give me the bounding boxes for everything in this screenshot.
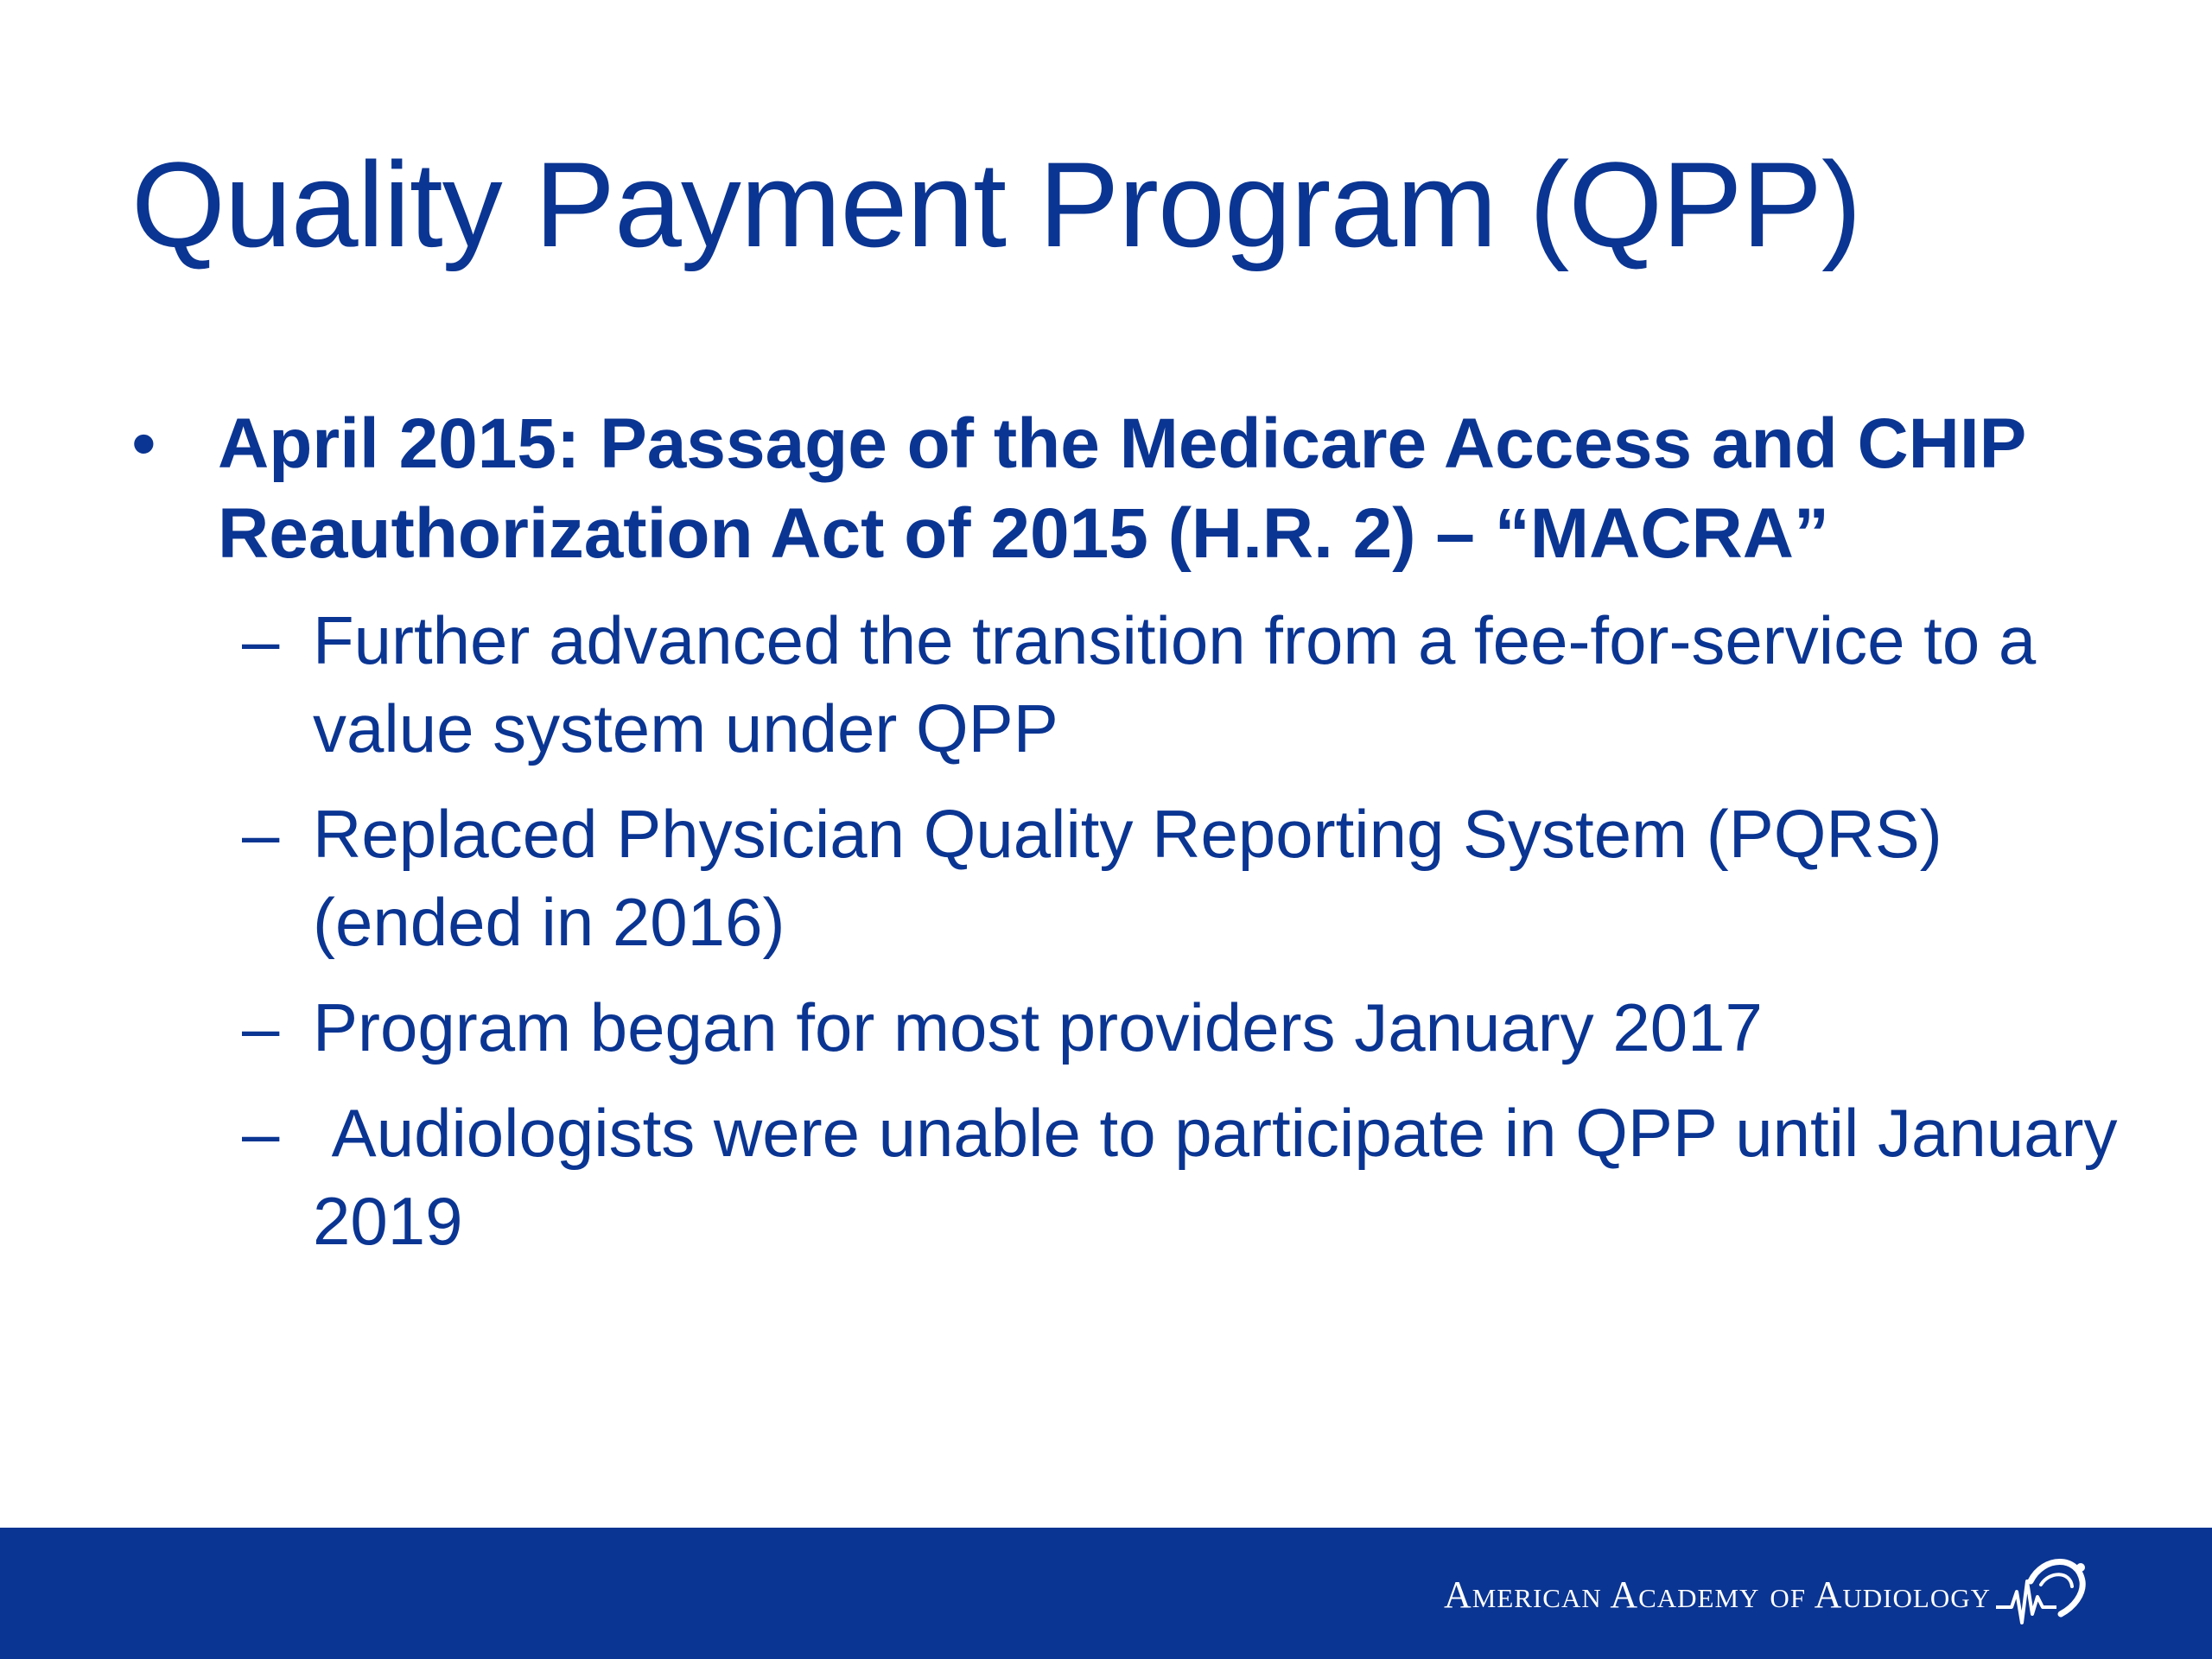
sub-list bbox=[131, 596, 2137, 1265]
audiology-logo-icon bbox=[1996, 1547, 2091, 1642]
bullet-item bbox=[131, 399, 2119, 579]
sub-item-text: Program began for most providers January 2017 bbox=[313, 989, 1763, 1065]
organization-logo bbox=[1444, 1547, 2091, 1642]
sub-item-text: Further advanced the transition from a fee-for-service to a value system under QPP bbox=[313, 602, 2037, 766]
sub-marker: – bbox=[242, 602, 280, 678]
sub-item-text: Replaced Physician Quality Reporting System (PQRS) (ended in 2016) bbox=[313, 796, 1942, 960]
sub-marker: – bbox=[242, 796, 280, 872]
slide-title: Quality Payment Program (QPP) bbox=[131, 137, 1861, 272]
sub-item bbox=[131, 983, 2119, 1071]
sub-item bbox=[131, 790, 2119, 966]
sub-item bbox=[131, 596, 2119, 772]
sub-item-text: Audiologists were unable to participate in QPP until January 2019 bbox=[313, 1095, 2137, 1259]
logo-text: American Academy of Audiology bbox=[1444, 1573, 1991, 1616]
bullet-marker: • bbox=[131, 404, 156, 483]
slide-body bbox=[131, 399, 2137, 1282]
sub-marker: – bbox=[242, 989, 280, 1065]
sub-item bbox=[131, 1089, 2137, 1265]
bullet-text: April 2015: Passage of the Medicare Access and CHIP Reauthorization Act of 2015 (H.R. 2) – “MACRA” bbox=[218, 404, 2025, 573]
sub-marker: – bbox=[242, 1095, 280, 1171]
